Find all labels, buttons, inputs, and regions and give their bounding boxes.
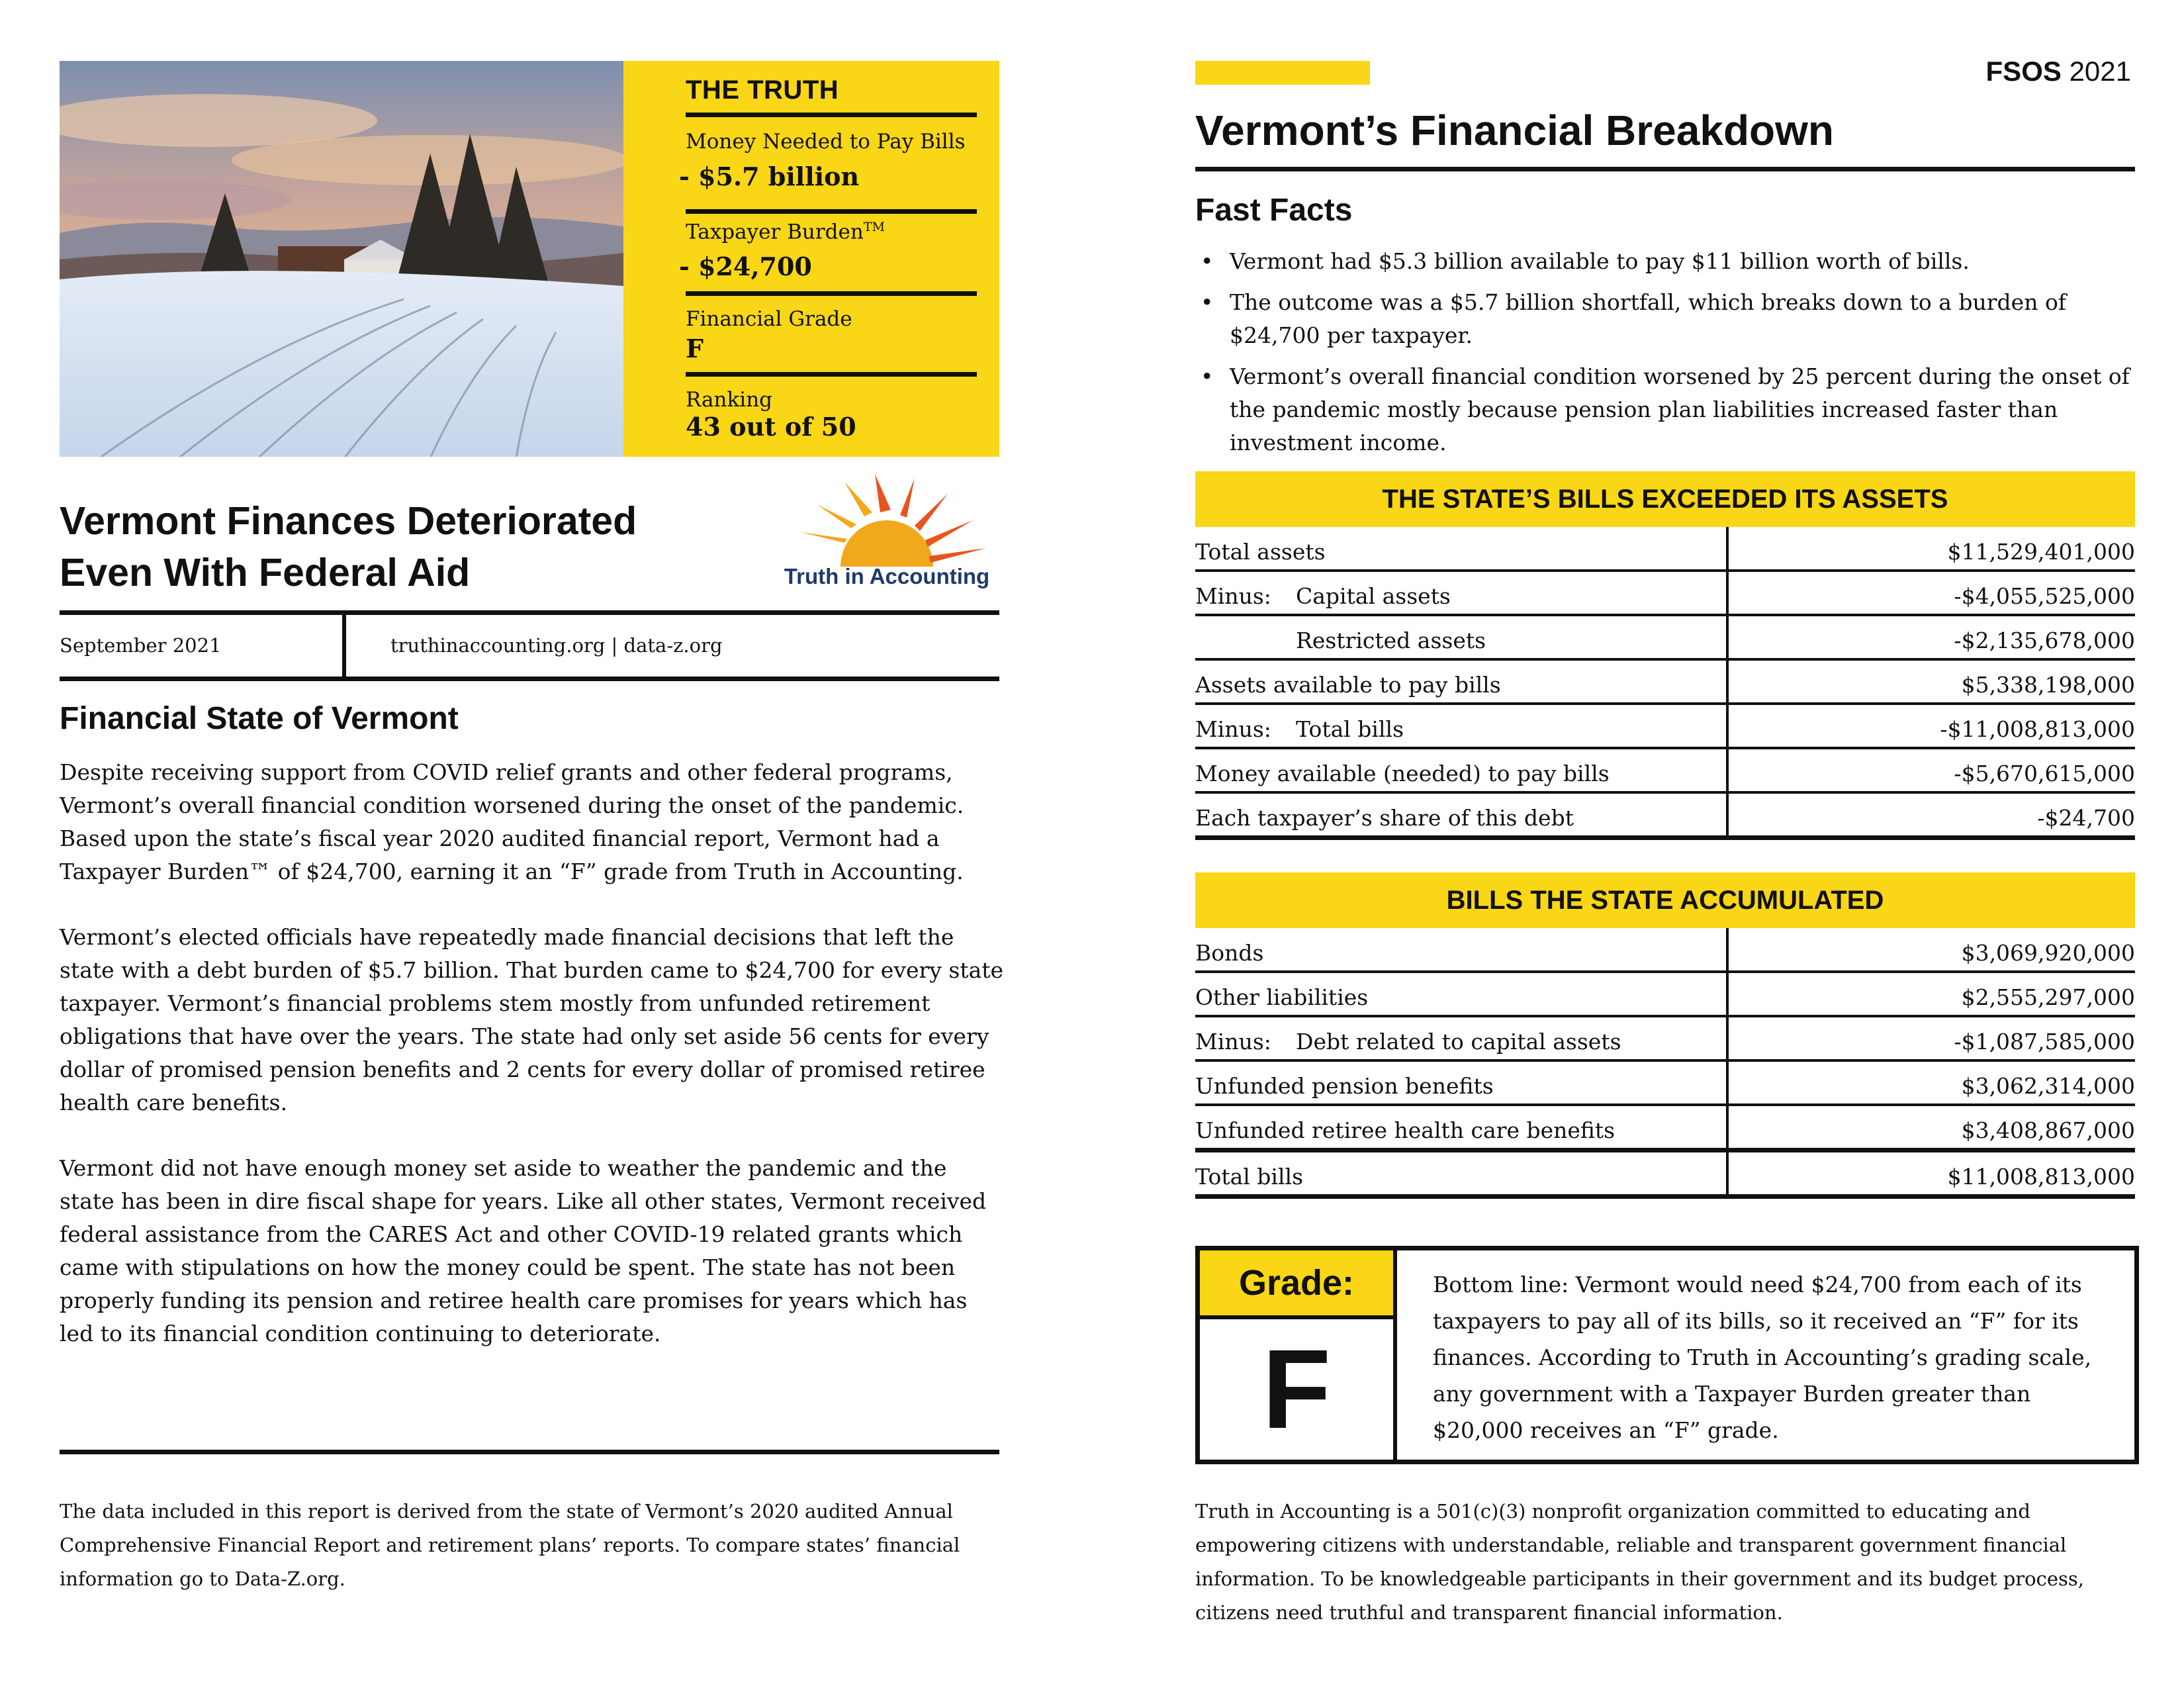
table-row: Money available (needed) to pay bills -$5,670,615,000	[1195, 751, 2135, 794]
table-row: Bonds $3,069,920,000	[1195, 931, 2135, 973]
table-row: Total assets $11,529,401,000	[1195, 530, 2135, 572]
grade-letter: F	[1262, 1327, 1331, 1452]
footer-rule	[60, 1450, 999, 1454]
grade-box	[1195, 1246, 2139, 1464]
website-links[interactable]: truthinaccounting.org | data-z.org	[390, 634, 723, 657]
list-item: • Vermont’s overall financial condition worsened by 25 percent during the onset of the pandemic mostly because pension plan liabilities increased faster than investment income.	[1201, 363, 2130, 455]
taxpayer-burden-value: - $24,700	[679, 252, 812, 281]
table-row: Each taxpayer’s share of this debt -$24,700	[1195, 796, 2135, 840]
ranking-label: Ranking	[686, 388, 773, 412]
meta-divider	[342, 614, 346, 678]
title-rule	[1195, 167, 2135, 171]
fast-facts-heading: Fast Facts	[1195, 193, 1353, 228]
header-rule-top	[60, 610, 999, 615]
logo-wordmark: Truth in Accounting	[784, 564, 990, 588]
grade-divider	[1393, 1250, 1397, 1460]
fast-facts-list	[1195, 245, 2135, 467]
grade-explanation: Bottom line: Vermont would need $24,700 from each of its taxpayers to pay all of its bills, so it received an “F” for its finances. According to Truth in Accounting’s grading scale, any government with a Taxpayer Burden greater than $20,000 receives an “F” grade.	[1433, 1272, 2092, 1443]
truth-box-rule	[686, 209, 977, 214]
table-row: Unfunded retiree health care benefits $3,408,867,000	[1195, 1108, 2135, 1152]
grade-label: Grade:	[1200, 1250, 1393, 1315]
truth-in-accounting-logo	[774, 474, 999, 593]
winter-farm-photo	[60, 61, 623, 457]
money-needed-label: Money Needed to Pay Bills	[686, 130, 966, 154]
truth-box-title: THE TRUTH	[686, 75, 839, 105]
section-heading: Financial State of Vermont	[60, 701, 459, 736]
truth-box-rule	[686, 291, 977, 296]
title-line-2: Even With Federal Aid	[60, 551, 471, 594]
organization-footnote: Truth in Accounting is a 501(c)(3) nonprofit organization committed to educating and empowering citizens with understandable, reliable and transparent government financial information. To be knowledgeable participants in their government and its budget process, citizens need truthful and transparent financial information.	[1195, 1500, 2085, 1624]
publish-date: September 2021	[60, 634, 222, 657]
table-row: Minus: Debt related to capital assets -$1,087,585,000	[1195, 1019, 2135, 1062]
list-item: • The outcome was a $5.7 billion shortfall, which breaks down to a burden of $24,700 per taxpayer.	[1201, 289, 2067, 348]
table-row: Minus: Total bills -$11,008,813,000	[1195, 707, 2135, 749]
table-row: Assets available to pay bills $5,338,198,000	[1195, 663, 2135, 705]
header-rule-bottom	[60, 677, 999, 681]
body-text	[60, 756, 1006, 1383]
list-item: • Vermont had $5.3 billion available to pay $11 billion worth of bills.	[1201, 248, 1970, 274]
report-series-label: FSOS 2021	[1985, 56, 2131, 87]
body-paragraph: Vermont did not have enough money set aside to weather the pandemic and the state has been in dire fiscal shape for years. Like all other states, Vermont received federal assistance from the CARES Act and other COVID-19 related grants which came with stipulations on how the money could be spent. The state has not been properly funding its pension and retiree health care promises for years which has led to its financial condition continuing to deteriorate.	[60, 1155, 987, 1346]
column-divider	[1726, 527, 1729, 840]
title-line-1: Vermont Finances Deteriorated	[60, 499, 637, 543]
page-title	[60, 495, 637, 598]
table-row: Other liabilities $2,555,297,000	[1195, 975, 2135, 1017]
data-source-footnote: The data included in this report is derived from the state of Vermont’s 2020 audited Annual Comprehensive Financial Report and retirement plans’ reports. To compare states’ financial information go to Data-Z.org.	[60, 1500, 960, 1590]
ranking-value: 43 out of 50	[686, 412, 856, 442]
taxpayer-burden-label: Taxpayer Burden™	[686, 220, 885, 244]
money-needed-value: - $5.7 billion	[679, 162, 860, 191]
truth-box-rule	[686, 372, 977, 377]
truth-box-rule	[686, 113, 977, 117]
column-divider	[1726, 928, 1729, 1199]
truth-summary-box	[623, 61, 999, 457]
table-row: Minus: Capital assets -$4,055,525,000	[1195, 574, 2135, 616]
accent-bar	[1195, 61, 1370, 85]
financial-grade-label: Financial Grade	[686, 307, 852, 331]
table-row: Total bills $11,008,813,000	[1195, 1154, 2135, 1199]
financial-grade-value: F	[686, 334, 704, 363]
assets-table-title: THE STATE’S BILLS EXCEEDED ITS ASSETS	[1195, 471, 2135, 527]
table-row: Unfunded pension benefits $3,062,314,000	[1195, 1064, 2135, 1106]
body-paragraph: Despite receiving support from COVID relief grants and other federal programs, Vermont’s overall financial condition worsened during the onset of the pandemic. Based upon the state’s fiscal year 2020 audited financial report, Vermont had a Taxpayer Burden™ of $24,700, earning it an “F” grade from Truth in Accounting.	[60, 759, 964, 884]
breakdown-title: Vermont’s Financial Breakdown	[1195, 107, 1834, 154]
table-row: Restricted assets -$2,135,678,000	[1195, 618, 2135, 661]
body-paragraph: Vermont’s elected officials have repeatedly made financial decisions that left the state with a debt burden of $5.7 billion. That burden came to $24,700 for every state taxpayer. Vermont’s financial problems stem mostly from unfunded retirement obligations that have over the years. The state had only set aside 56 cents for every dollar of promised pension benefits and 2 cents for every dollar of promised retiree health care benefits.	[60, 924, 1004, 1115]
bills-table-title: BILLS THE STATE ACCUMULATED	[1195, 872, 2135, 928]
sunburst-logo-icon	[774, 474, 999, 567]
